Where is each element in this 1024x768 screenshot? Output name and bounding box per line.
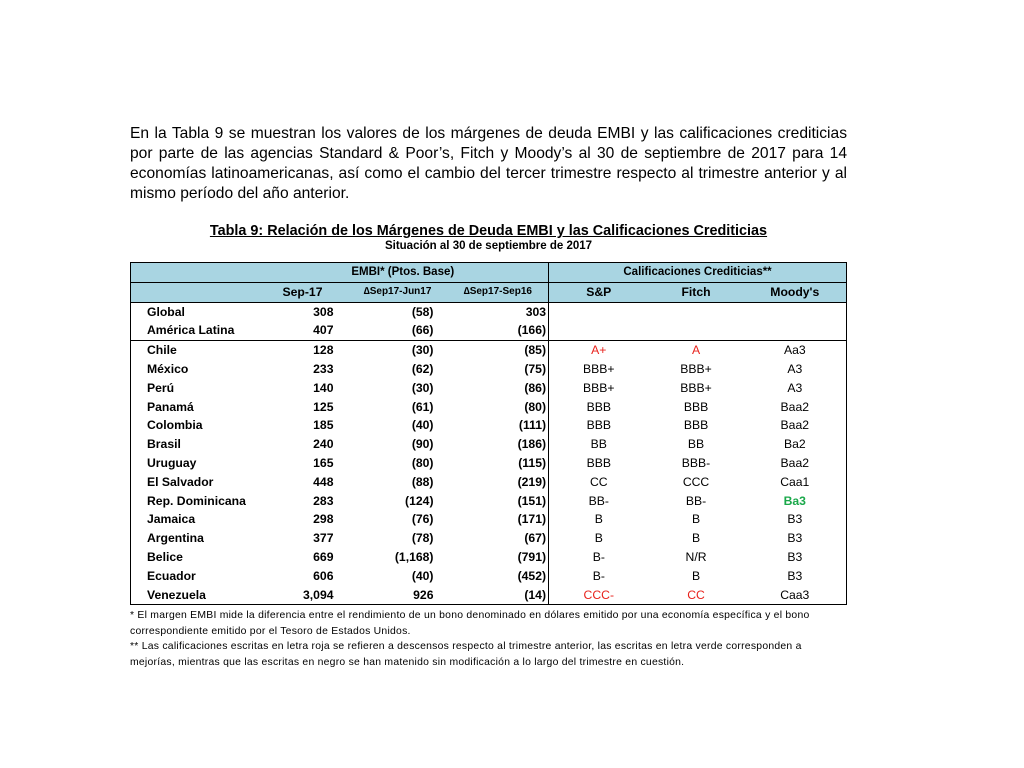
cell-sp: BB- [588, 493, 609, 508]
cell-sp: B- [592, 549, 605, 564]
cell-sp: BBB [586, 455, 611, 470]
note-embi: * El margen EMBI mide la diferencia entre el rendimiento de un bono denominado en dólares emitido por una economía específica y el bono correspondiente emitido por el Tesoro de Estados Unidos. [130, 610, 810, 637]
table-notes [130, 608, 847, 670]
cell-fitch: B [691, 568, 701, 583]
table-row [131, 529, 847, 548]
cell-delta-jun17: (61) [411, 399, 434, 414]
cell-delta-jun17: (62) [411, 361, 434, 376]
table-row [131, 586, 847, 605]
row-name: Belice [147, 549, 183, 564]
row-name: Uruguay [147, 455, 197, 470]
row-name: Argentina [147, 531, 204, 546]
cell-delta-jun17: (76) [411, 512, 434, 527]
cell-delta-sep16: (219) [448, 473, 549, 492]
cell-fitch: B [691, 512, 701, 527]
cell-sep17: 298 [313, 512, 334, 527]
table-row [131, 492, 847, 511]
cell-delta-jun17: (78) [411, 531, 434, 546]
intro-paragraph: En la Tabla 9 se muestran los valores de los márgenes de deuda EMBI y las calificaciones crediticias por parte de las agencias Standard & Poor’s, Fitch y Moody’s al 30 de septiembre de 2017 para 14 economías latinoamericanas, así como el cambio del tercer trimestre respecto al trimestre anterior y al mismo período del año anterior. [130, 125, 847, 202]
cell-moodys: B3 [787, 568, 803, 583]
cell-moodys: B3 [787, 512, 803, 527]
cell-sp: BBB+ [583, 361, 615, 376]
cell-delta-jun17: (90) [411, 437, 434, 452]
header-delta-jun17: ∆Sep17-Jun17 [348, 282, 448, 302]
cell-moodys: A3 [787, 361, 803, 376]
cell-delta-jun17: (40) [411, 418, 434, 433]
table-row [131, 548, 847, 567]
table-row [131, 321, 847, 340]
cell-fitch: BBB- [681, 455, 711, 470]
header-sep17: Sep-17 [258, 282, 348, 302]
cell-sep17: 448 [313, 474, 334, 489]
embi-ratings-table [130, 262, 847, 605]
header-moodys: Moody's [744, 282, 847, 302]
cell-delta-sep16: (171) [448, 510, 549, 529]
row-name: El Salvador [147, 474, 214, 489]
cell-moodys: Baa2 [780, 455, 810, 470]
cell-delta-sep16: (791) [448, 548, 549, 567]
cell-delta-jun17: (66) [411, 323, 434, 338]
cell-sep17: 606 [313, 568, 334, 583]
cell-delta-sep16: (166) [448, 321, 549, 340]
row-name: Panamá [147, 399, 194, 414]
cell-sp: B [594, 512, 603, 527]
cell-sep17: 233 [313, 361, 334, 376]
cell-delta-sep16: (85) [448, 341, 549, 360]
document-page [130, 124, 847, 670]
cell-fitch: A [649, 341, 744, 360]
cell-delta-jun17: (80) [411, 455, 434, 470]
cell-moodys: Caa1 [780, 474, 810, 489]
cell-sep17: 669 [313, 549, 334, 564]
header-blank-2 [131, 282, 258, 302]
table-row [131, 510, 847, 529]
row-name: América Latina [147, 323, 235, 338]
cell-sp: CC [589, 474, 608, 489]
cell-delta-sep16: (14) [448, 586, 549, 605]
cell-fitch: BBB [683, 418, 709, 433]
row-name: Jamaica [147, 512, 196, 527]
cell-moodys: Baa2 [780, 418, 810, 433]
table-row [131, 416, 847, 435]
cell-moodys: Baa2 [780, 399, 810, 414]
cell-sp: BBB [586, 399, 611, 414]
table-row [131, 398, 847, 417]
row-name: Ecuador [147, 568, 196, 583]
cell-sep17: 185 [313, 418, 334, 433]
cell-sep17: 377 [313, 531, 334, 546]
cell-moodys: Caa3 [780, 587, 810, 602]
cell-sep17: 125 [313, 399, 334, 414]
cell-sp: BBB+ [583, 380, 615, 395]
table-column-header [131, 282, 847, 302]
cell-sp: A+ [549, 341, 649, 360]
table-row [131, 473, 847, 492]
row-name: Venezuela [147, 587, 206, 602]
cell-fitch: B [691, 531, 701, 546]
cell-fitch: BBB [683, 399, 709, 414]
cell-sep17: 308 [313, 304, 334, 319]
cell-moodys: A3 [787, 380, 803, 395]
cell-delta-sep16: (186) [448, 435, 549, 454]
table-group-header [131, 263, 847, 283]
cell-delta-sep16: 303 [448, 302, 549, 321]
row-name: Perú [147, 380, 175, 395]
cell-sep17: 407 [313, 323, 334, 338]
row-name: México [147, 361, 189, 376]
cell-fitch: CC [687, 587, 705, 602]
cell-delta-jun17: (58) [411, 304, 434, 319]
cell-delta-sep16: (75) [448, 360, 549, 379]
row-name: Rep. Dominicana [147, 493, 246, 508]
table-row [131, 341, 847, 360]
row-name: Brasil [147, 437, 181, 452]
table-row [131, 435, 847, 454]
cell-delta-jun17: (1,168) [394, 549, 434, 564]
cell-fitch: BBB+ [680, 380, 712, 395]
header-group-embi: EMBI* (Ptos. Base) [258, 263, 549, 283]
cell-delta-sep16: (86) [448, 379, 549, 398]
cell-sep17: 283 [313, 493, 334, 508]
cell-moodys: B3 [787, 549, 803, 564]
cell-delta-sep16: (452) [448, 567, 549, 586]
cell-fitch: BB- [685, 493, 707, 508]
cell-delta-jun17: (88) [411, 474, 434, 489]
table-row [131, 454, 847, 473]
cell-sep17: 128 [258, 341, 348, 360]
cell-delta-sep16: (111) [448, 416, 549, 435]
cell-sep17: 240 [313, 437, 334, 452]
cell-fitch: BB [687, 437, 705, 452]
table-row [131, 360, 847, 379]
table-title: Tabla 9: Relación de los Márgenes de Deuda EMBI y las Calificaciones Crediticias [209, 223, 768, 239]
header-group-ratings: Calificaciones Crediticias** [549, 263, 847, 283]
header-blank [131, 263, 258, 283]
table-row [131, 379, 847, 398]
cell-fitch: N/R [685, 549, 707, 564]
table-row [131, 302, 847, 321]
row-name: Chile [131, 341, 258, 360]
cell-sp: B- [592, 568, 605, 583]
cell-delta-jun17: (40) [411, 568, 434, 583]
cell-delta-jun17: (30) [411, 380, 434, 395]
cell-fitch: CCC [682, 474, 710, 489]
cell-sp: B [594, 531, 603, 546]
cell-sp: BB [590, 437, 607, 452]
cell-fitch: BBB+ [680, 361, 712, 376]
header-delta-sep16: ∆Sep17-Sep16 [448, 282, 549, 302]
table-row [131, 567, 847, 586]
cell-moodys: Ba3 [783, 493, 806, 508]
cell-sep17: 165 [313, 455, 334, 470]
cell-sep17: 140 [313, 380, 334, 395]
table-subtitle: Situación al 30 de septiembre de 2017 [384, 240, 593, 252]
cell-moodys: B3 [787, 531, 803, 546]
cell-sep17: 3,094 [303, 587, 334, 602]
cell-moodys: Aa3 [744, 341, 847, 360]
cell-delta-sep16: (151) [448, 492, 549, 511]
cell-delta-jun17: 926 [413, 587, 434, 602]
cell-delta-sep16: (80) [448, 398, 549, 417]
cell-delta-sep16: (115) [448, 454, 549, 473]
cell-moodys: Ba2 [783, 437, 806, 452]
note-ratings: ** Las calificaciones escritas en letra roja se refieren a descensos respecto al trimestre anterior, las escritas en letra verde corresponden a mejorías, mientras que las escritas en negro se han matenido sin modificación a lo largo del trimestre en cuestión. [130, 641, 802, 668]
row-name: Colombia [147, 418, 203, 433]
header-fitch: Fitch [649, 282, 744, 302]
cell-delta-jun17: (124) [405, 493, 434, 508]
cell-sp: BBB [586, 418, 611, 433]
header-sp: S&P [549, 282, 649, 302]
cell-delta-sep16: (67) [448, 529, 549, 548]
row-name: Global [147, 304, 185, 319]
cell-delta-jun17: (30) [348, 341, 448, 360]
cell-sp: CCC- [583, 587, 615, 602]
